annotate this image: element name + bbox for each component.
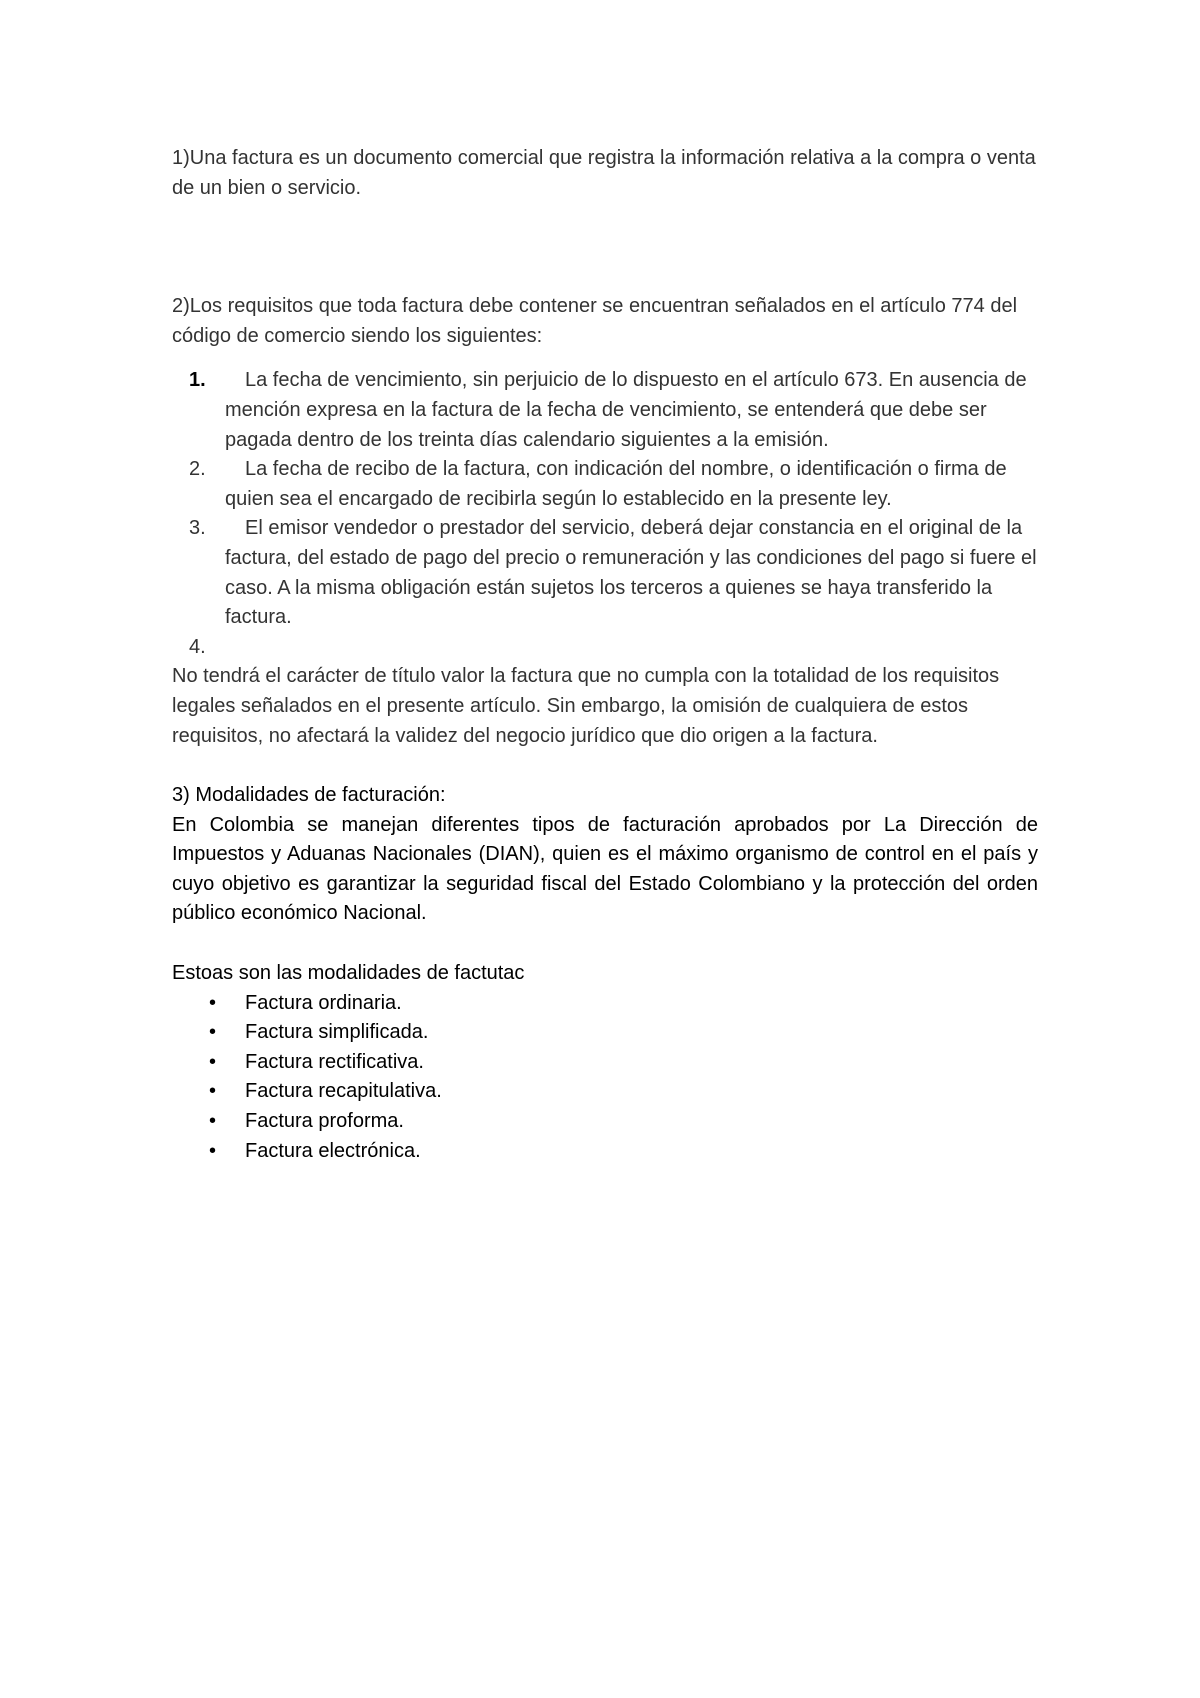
section2-closing: No tendrá el carácter de título valor la factura que no cumpla con la totalidad de los requisitos legales señalados en el presente artículo. Sin embargo, la omisión de cualquiera de estos requisitos, no afectará la validez del negocio jurídico que dio origen a la factura. (172, 665, 1000, 747)
list-item-number: 1. (189, 369, 206, 392)
list-item (172, 1018, 1038, 1048)
list-item (172, 989, 1038, 1019)
list-item-text: Factura ordinaria. (245, 991, 402, 1014)
list-item (172, 1048, 1038, 1078)
list-item-number: 2. (189, 458, 206, 481)
document-page (172, 144, 1038, 1166)
list-item-text: La fecha de recibo de la factura, con indicación del nombre, o identificación o firma de quien sea el encargado de recibirla según lo establecido en la presente ley. (225, 458, 1007, 510)
list-item (172, 1077, 1038, 1107)
list-item (172, 455, 1038, 514)
section1-definition: 1)Una factura es un documento comercial que registra la información relativa a la compra o venta de un bien o servicio. (172, 147, 1036, 199)
bullet-icon: • (209, 1021, 217, 1044)
list-item-text: Factura recapitulativa. (245, 1080, 442, 1103)
list-item-number: 3. (189, 517, 206, 540)
spacer (172, 203, 1038, 292)
list-item-text: Factura proforma. (245, 1110, 404, 1133)
section3-body: En Colombia se manejan diferentes tipos de facturación aprobados por La Dirección de Impuestos y Aduanas Nacionales (DIAN), quien es el máximo organismo de control en el país y cuyo objetivo es garantizar la seguridad fiscal del Estado Colombiano y la protección del orden público económico Nacional. (172, 813, 1038, 925)
list-item-text: Factura simplificada. (245, 1021, 429, 1044)
spacer (172, 929, 1038, 959)
spacer (172, 351, 1038, 366)
bullet-icon: • (209, 1080, 217, 1103)
list-item (172, 1137, 1038, 1167)
bullet-icon: • (209, 1110, 217, 1133)
bullet-icon: • (209, 1139, 217, 1162)
requirements-list (172, 366, 1038, 662)
list-item (172, 366, 1038, 455)
list-item-text: El emisor vendedor o prestador del servicio, deberá dejar constancia en el original de la factura, del estado de pago del precio o remuneración y las condiciones del pago si fuere el caso. A la misma obligación están sujetos los terceros a quienes se haya transferido la factura. (225, 517, 1037, 629)
section2-intro: 2)Los requisitos que toda factura debe contener se encuentran señalados en el artículo 774 del código de comercio siendo los siguientes: (172, 295, 1018, 347)
list-item-text: La fecha de vencimiento, sin perjuicio de lo dispuesto en el artículo 673. En ausencia de mención expresa en la factura de la fecha de vencimiento, se entenderá que debe ser pagada dentro de los treinta días calendario siguientes a la emisión. (225, 369, 1027, 451)
spacer (172, 751, 1038, 781)
modalities-intro: Estoas son las modalidades de factutac (172, 962, 525, 985)
bullet-icon: • (209, 1050, 217, 1073)
modalities-list (172, 989, 1038, 1167)
list-item (172, 633, 1038, 663)
bullet-icon: • (209, 991, 217, 1014)
list-item (172, 1107, 1038, 1137)
list-item-text: Factura electrónica. (245, 1139, 421, 1162)
list-item-text: Factura rectificativa. (245, 1050, 424, 1073)
list-item-number: 4. (189, 635, 206, 658)
list-item (172, 514, 1038, 632)
section3-heading: 3) Modalidades de facturación: (172, 784, 446, 807)
